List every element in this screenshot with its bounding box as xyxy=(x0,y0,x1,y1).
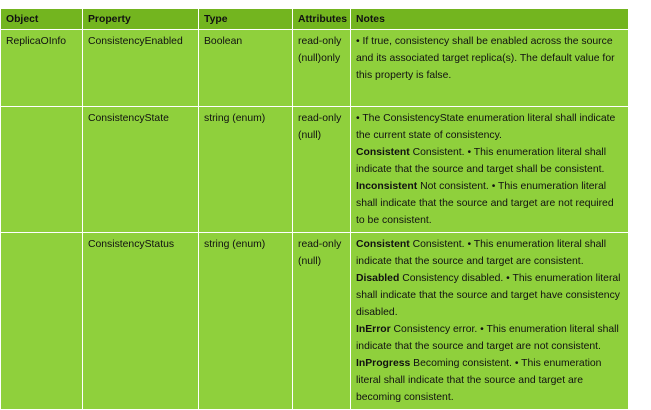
cell-notes xyxy=(351,233,629,410)
header-property: Property xyxy=(83,9,199,30)
enum-desc: Not consistent. • This enumeration literal shall indicate that the source and target are not required to be consistent. xyxy=(356,181,614,226)
enum-term: Disabled xyxy=(356,273,400,284)
enum-term: Consistent xyxy=(356,239,410,250)
enum-term: InProgress xyxy=(356,358,411,369)
enum-desc: Consistent. • This enumeration literal shall indicate that the source and target shall be consistent. xyxy=(356,147,607,175)
header-attributes: Attributes xyxy=(293,9,351,30)
cell-type: string (enum) xyxy=(199,107,293,233)
enum-desc: Consistent. • This enumeration literal shall indicate that the source and target are consistent. xyxy=(356,239,607,267)
cell-type: string (enum) xyxy=(199,233,293,410)
header-type: Type xyxy=(199,9,293,30)
header-object: Object xyxy=(1,9,83,30)
cell-object xyxy=(1,233,83,410)
header-notes: Notes xyxy=(351,9,629,30)
enum-term: InError xyxy=(356,324,391,335)
property-table xyxy=(0,8,629,410)
cell-attributes: read-only (null) xyxy=(293,107,351,233)
cell-notes: • If true, consistency shall be enabled across the source and its associated target replica(s). The default value for this property is false. xyxy=(351,30,629,107)
enum-term: Inconsistent xyxy=(356,181,418,192)
cell-property: ConsistencyEnabled xyxy=(83,30,199,107)
cell-attributes: read-only (null) xyxy=(293,233,351,410)
header-row xyxy=(1,9,629,30)
enum-desc: Consistency disabled. • This enumeration literal shall indicate that the source and target have consistency disabled. xyxy=(356,273,621,318)
enum-desc: Consistency error. • This enumeration literal shall indicate that the source and target are not consistent. xyxy=(356,324,619,352)
table-row xyxy=(1,30,629,107)
cell-property: ConsistencyStatus xyxy=(83,233,199,410)
cell-object xyxy=(1,107,83,233)
cell-notes xyxy=(351,107,629,233)
cell-attributes: read-only (null)only xyxy=(293,30,351,107)
cell-type: Boolean xyxy=(199,30,293,107)
cell-object: ReplicaOInfo xyxy=(1,30,83,107)
table-row xyxy=(1,107,629,233)
notes-intro: • The ConsistencyState enumeration literal shall indicate the current state of consistency. xyxy=(356,113,616,141)
cell-property: ConsistencyState xyxy=(83,107,199,233)
table-row xyxy=(1,233,629,410)
enum-term: Consistent xyxy=(356,147,410,158)
enum-desc: Becoming consistent. • This enumeration literal shall indicate that the source and target are becoming consistent. xyxy=(356,358,602,403)
